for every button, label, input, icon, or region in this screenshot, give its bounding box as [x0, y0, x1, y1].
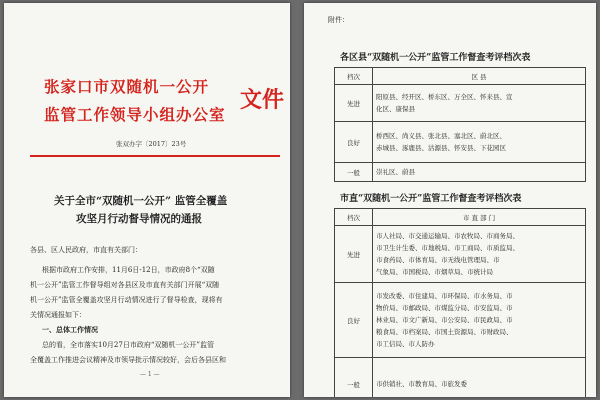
- header-scope: 区 县: [373, 68, 586, 85]
- entry-line: 化区、康保县: [376, 105, 415, 113]
- entry-line: 市供销社、市教育局、市旅发委: [376, 380, 467, 388]
- right-attachment-page: [304, 3, 596, 397]
- entry-line: 崇礼区、蔚县: [376, 168, 415, 176]
- entry-line: 市卫生计生委、市地税局、市工商局、市质监局、: [376, 244, 519, 252]
- row-level: 先进: [335, 85, 373, 122]
- section-heading: 一、总体工作情况: [42, 325, 98, 334]
- entry-line: 市工信局、市人防办: [376, 340, 435, 348]
- document-number: 张双办字〔2017〕23号: [116, 140, 187, 148]
- row-entries: [373, 283, 586, 358]
- body-paragraph-line: 机一公开”监管全覆盖攻坚月行动情况进行了督导检查，现将有: [30, 296, 223, 304]
- row-entries: [373, 226, 586, 283]
- entry-line: 桥西区、尚义县、张北县、塞北区、蔚北区、: [376, 132, 506, 140]
- department-table-title: 市直“双随机一公开”监管工作督查考评档次表: [340, 194, 522, 204]
- row-entries: [373, 85, 586, 122]
- row-entries: [373, 122, 586, 163]
- page-number: — 1 —: [140, 371, 160, 378]
- salutation: 各县、区人民政府，市直有关部门：: [30, 246, 142, 254]
- row-entries: [373, 358, 586, 398]
- document-title-line2: 攻坚月行动督导情况的通报: [76, 213, 202, 225]
- header-level: 档次: [335, 68, 373, 85]
- entry-line: 市发改委、市住建局、市环保局、市水务局、市: [376, 292, 513, 300]
- table-header-row: [335, 209, 586, 226]
- row-level: 一般: [335, 358, 373, 398]
- entry-line: 赤城县、涿鹿县、沽源县、怀安县、下花园区: [376, 144, 506, 152]
- left-document-page: [4, 3, 290, 397]
- header-scope: 市 直 部 门: [373, 209, 586, 226]
- row-level: 先进: [335, 226, 373, 283]
- table-row: [335, 163, 586, 182]
- body-paragraph-line: 全覆盖工作推进会议精神及市领导批示情况较好，会后各县区和: [30, 356, 226, 364]
- table-row: [335, 283, 586, 358]
- body-paragraph-line: 总的看，全市落实10月27日市政府“双随机一公开”监管: [42, 341, 214, 349]
- body-paragraph-line: 关情况通报如下：: [30, 311, 86, 319]
- row-level: 良好: [335, 283, 373, 358]
- table-row: [335, 358, 586, 398]
- attachment-label: 附件：: [328, 16, 349, 24]
- row-entries: [373, 163, 586, 182]
- issuer-name-line1: 张家口市双随机一公开: [44, 77, 210, 96]
- entry-line: 阳原县、经开区、桥东区、万全区、怀来县、宣: [376, 93, 513, 101]
- body-paragraph-line: 机一公开”监管工作督导组对各县区及市直有关部门开展“双随: [30, 281, 220, 289]
- entry-line: 粮食局、市档案局、市国土资源局、市财政局、: [376, 328, 513, 336]
- document-title-line1: 关于全市“双随机一公开” 监管全覆盖: [54, 195, 228, 207]
- table-header-row: [335, 68, 586, 85]
- entry-line: 气象局、市国税局、市烟草局、市统计局: [376, 268, 493, 276]
- entry-line: 物价局、市邮政局、市煤监分局、市安监局、市: [376, 304, 513, 312]
- entry-line: 市食药局、市体育局、市无线电管理局、市: [376, 256, 500, 264]
- department-rating-table: [334, 208, 586, 397]
- row-level: 良好: [335, 122, 373, 163]
- table-row: [335, 85, 586, 122]
- table-row: [335, 226, 586, 283]
- row-level: 一般: [335, 163, 373, 182]
- body-paragraph-line: 根据市政府工作安排，11月6日-12日，市政府8个“双随: [42, 266, 215, 274]
- document-label: 文件: [240, 87, 285, 113]
- county-table-title: 各区县“双随机一公开”监管工作督查考评档次表: [340, 53, 531, 63]
- issuer-name-line2: 监管工作领导小组办公室: [44, 105, 226, 124]
- header-level: 档次: [335, 209, 373, 226]
- entry-line: 林业局、市文广新局、市公安局、市民政局、市: [376, 316, 513, 324]
- county-rating-table: [334, 67, 586, 182]
- table-row: [335, 122, 586, 163]
- entry-line: 市人社局、市交通运输局、市农牧局、市商务局、: [376, 232, 519, 240]
- red-divider-line: [30, 155, 280, 157]
